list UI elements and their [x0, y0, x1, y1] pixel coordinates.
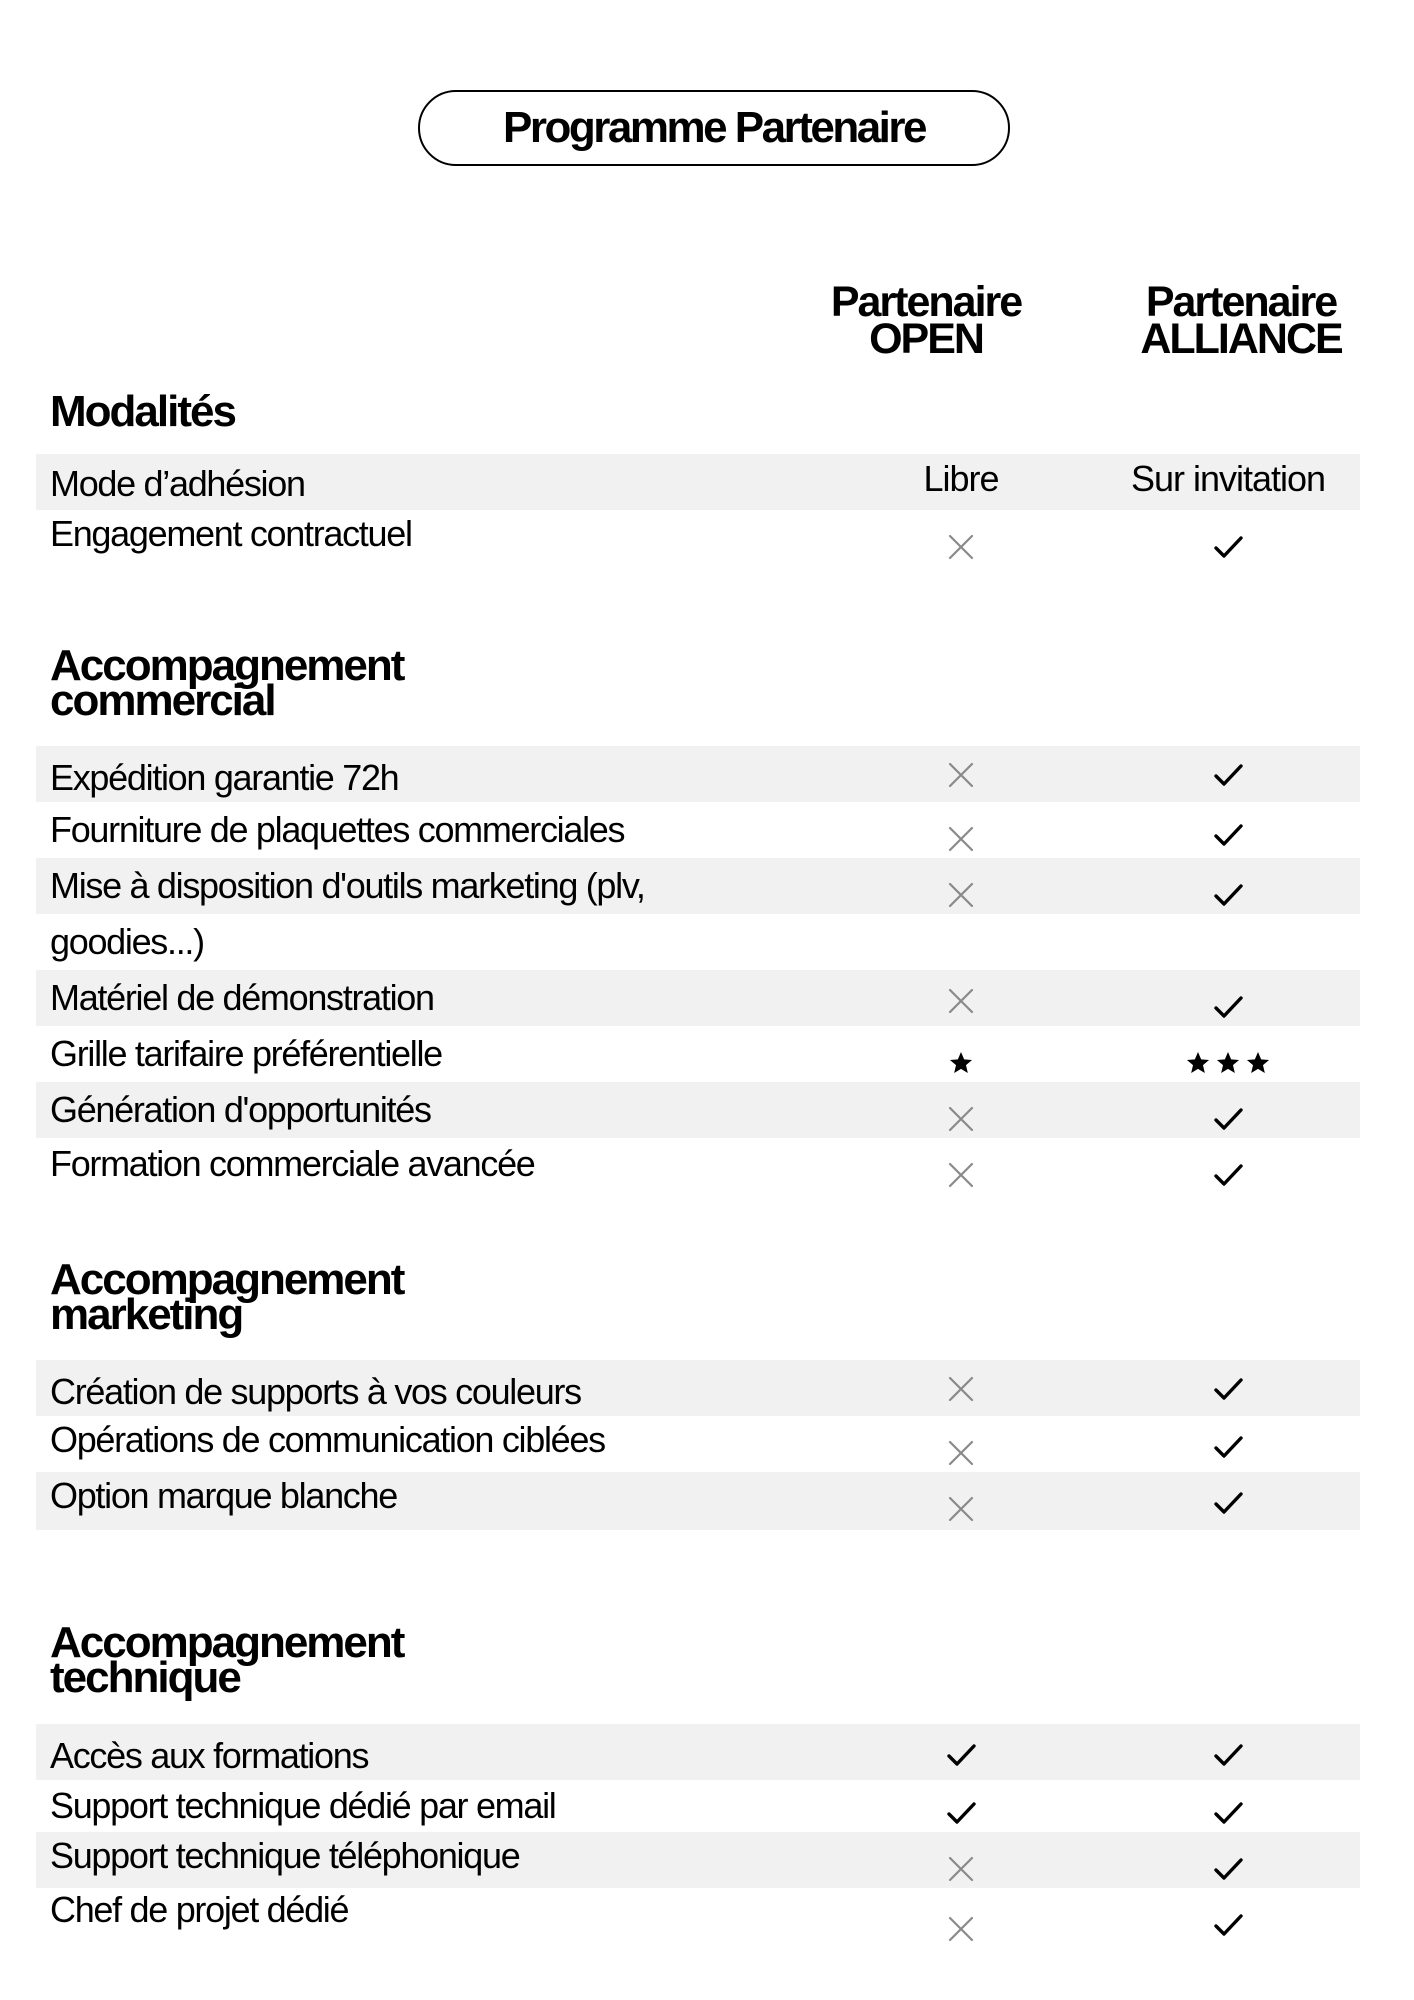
row-label: Expédition garantie 72h — [50, 757, 399, 798]
open-value — [841, 1354, 1081, 1406]
column-header-alliance-line2: ALLIANCE — [1140, 315, 1342, 363]
alliance-value — [1108, 1028, 1348, 1078]
table-row — [36, 454, 1360, 510]
table-row — [36, 1416, 1360, 1472]
section-title-commercial — [50, 641, 404, 725]
check-icon — [1211, 878, 1245, 912]
row-label: Support technique dédié par email — [50, 1785, 556, 1826]
section-title-line: Modalités — [50, 387, 235, 436]
row-label: Fourniture de plaquettes commerciales — [50, 809, 625, 850]
cross-icon — [944, 1372, 978, 1406]
row-label: Engagement contractuel — [50, 513, 412, 554]
star-icon — [948, 1050, 974, 1076]
alliance-value — [1108, 1890, 1348, 1942]
open-value — [841, 1894, 1081, 1946]
row-label: Accès aux formations — [50, 1735, 369, 1776]
row-label: Mise à disposition d'outils marketing (plv, goodies...) — [50, 865, 645, 962]
cross-icon — [944, 1158, 978, 1192]
cross-icon — [944, 822, 978, 856]
check-icon — [1211, 1102, 1245, 1136]
column-header-alliance — [1091, 278, 1391, 363]
star-icon — [1215, 1050, 1241, 1076]
open-value — [841, 804, 1081, 856]
alliance-value — [1108, 1412, 1348, 1464]
open-value — [841, 1778, 1081, 1830]
row-label: Création de supports à vos couleurs — [50, 1371, 581, 1412]
open-value — [841, 1418, 1081, 1470]
cross-icon — [944, 984, 978, 1018]
check-icon — [1211, 1372, 1245, 1406]
alliance-value — [1108, 512, 1348, 564]
open-value — [841, 1474, 1081, 1526]
row-label: Mode d’adhésion — [50, 463, 305, 504]
check-icon — [1211, 1908, 1245, 1942]
column-header-open — [776, 278, 1076, 363]
section-title-line: Accompagnement — [50, 1255, 404, 1304]
table-row — [36, 802, 1360, 858]
check-icon — [1211, 990, 1245, 1024]
table-row — [36, 1360, 1360, 1416]
star-icon — [1185, 1050, 1211, 1076]
cross-icon — [944, 878, 978, 912]
row-label: Option marque blanche — [50, 1475, 397, 1516]
row-label: Support technique téléphonique — [50, 1835, 520, 1876]
check-icon — [944, 1796, 978, 1830]
alliance-value — [1108, 1834, 1348, 1886]
alliance-value — [1108, 800, 1348, 852]
star-icon — [1245, 1050, 1271, 1076]
check-icon — [1211, 758, 1245, 792]
open-value — [841, 512, 1081, 564]
alliance-value — [1108, 740, 1348, 792]
cross-icon — [944, 1102, 978, 1136]
check-icon — [1211, 1430, 1245, 1464]
section-title-line: technique — [50, 1653, 240, 1702]
column-header-open-line1: Partenaire — [830, 278, 1022, 326]
open-value — [841, 1028, 1081, 1078]
check-icon — [1211, 1852, 1245, 1886]
table-row — [36, 1082, 1360, 1138]
cross-icon — [944, 1912, 978, 1946]
alliance-value — [1108, 1140, 1348, 1192]
row-label: Chef de projet dédié — [50, 1889, 349, 1930]
open-value — [841, 860, 1081, 912]
open-value — [841, 1720, 1081, 1772]
cross-icon — [944, 1852, 978, 1886]
row-label: Matériel de démonstration — [50, 977, 434, 1018]
cross-icon — [944, 1436, 978, 1470]
open-value — [841, 740, 1081, 792]
alliance-value — [1108, 1720, 1348, 1772]
open-value — [841, 1084, 1081, 1136]
section-title-line: Accompagnement — [50, 1618, 404, 1667]
table-row — [36, 1138, 1360, 1194]
alliance-value — [1108, 1354, 1348, 1406]
check-icon — [1211, 1158, 1245, 1192]
check-icon — [944, 1738, 978, 1772]
row-label: Formation commerciale avancée — [50, 1143, 535, 1184]
row-label: Grille tarifaire préférentielle — [50, 1033, 442, 1074]
check-icon — [1211, 530, 1245, 564]
table-row — [36, 1472, 1360, 1530]
page-title: Programme Partenaire — [418, 90, 1010, 166]
cross-icon — [944, 530, 978, 564]
open-value — [841, 1834, 1081, 1886]
section-title-line: Accompagnement — [50, 641, 404, 690]
cross-icon — [944, 1492, 978, 1526]
alliance-value — [1108, 1084, 1348, 1136]
cross-icon — [944, 758, 978, 792]
alliance-value — [1108, 972, 1348, 1024]
section-title-technique — [50, 1618, 404, 1702]
check-icon — [1211, 818, 1245, 852]
column-header-open-line2: OPEN — [869, 315, 983, 363]
column-header-alliance-line1: Partenaire — [1145, 278, 1337, 326]
row-label: Génération d'opportunités — [50, 1089, 431, 1130]
table-row — [36, 1026, 1360, 1082]
alliance-value — [1108, 860, 1348, 912]
table-row — [36, 1888, 1360, 1944]
check-icon — [1211, 1738, 1245, 1772]
open-value: Libre — [923, 458, 999, 499]
open-value — [841, 1140, 1081, 1192]
table-row — [36, 746, 1360, 802]
table-row — [36, 858, 1360, 962]
section-title-marketing — [50, 1255, 404, 1339]
section-title-line: marketing — [50, 1290, 243, 1339]
table-row — [36, 1780, 1360, 1832]
section-title-modalites — [50, 387, 235, 436]
row-label: Opérations de communication ciblées — [50, 1419, 605, 1460]
table-row — [36, 970, 1360, 1026]
open-value — [841, 966, 1081, 1018]
table-row — [36, 1832, 1360, 1888]
alliance-value — [1108, 1778, 1348, 1830]
alliance-value: Sur invitation — [1130, 458, 1326, 499]
check-icon — [1211, 1796, 1245, 1830]
section-title-line: commercial — [50, 676, 275, 725]
check-icon — [1211, 1486, 1245, 1520]
alliance-value — [1108, 1468, 1348, 1520]
table-row — [36, 510, 1360, 566]
table-row — [36, 1724, 1360, 1780]
